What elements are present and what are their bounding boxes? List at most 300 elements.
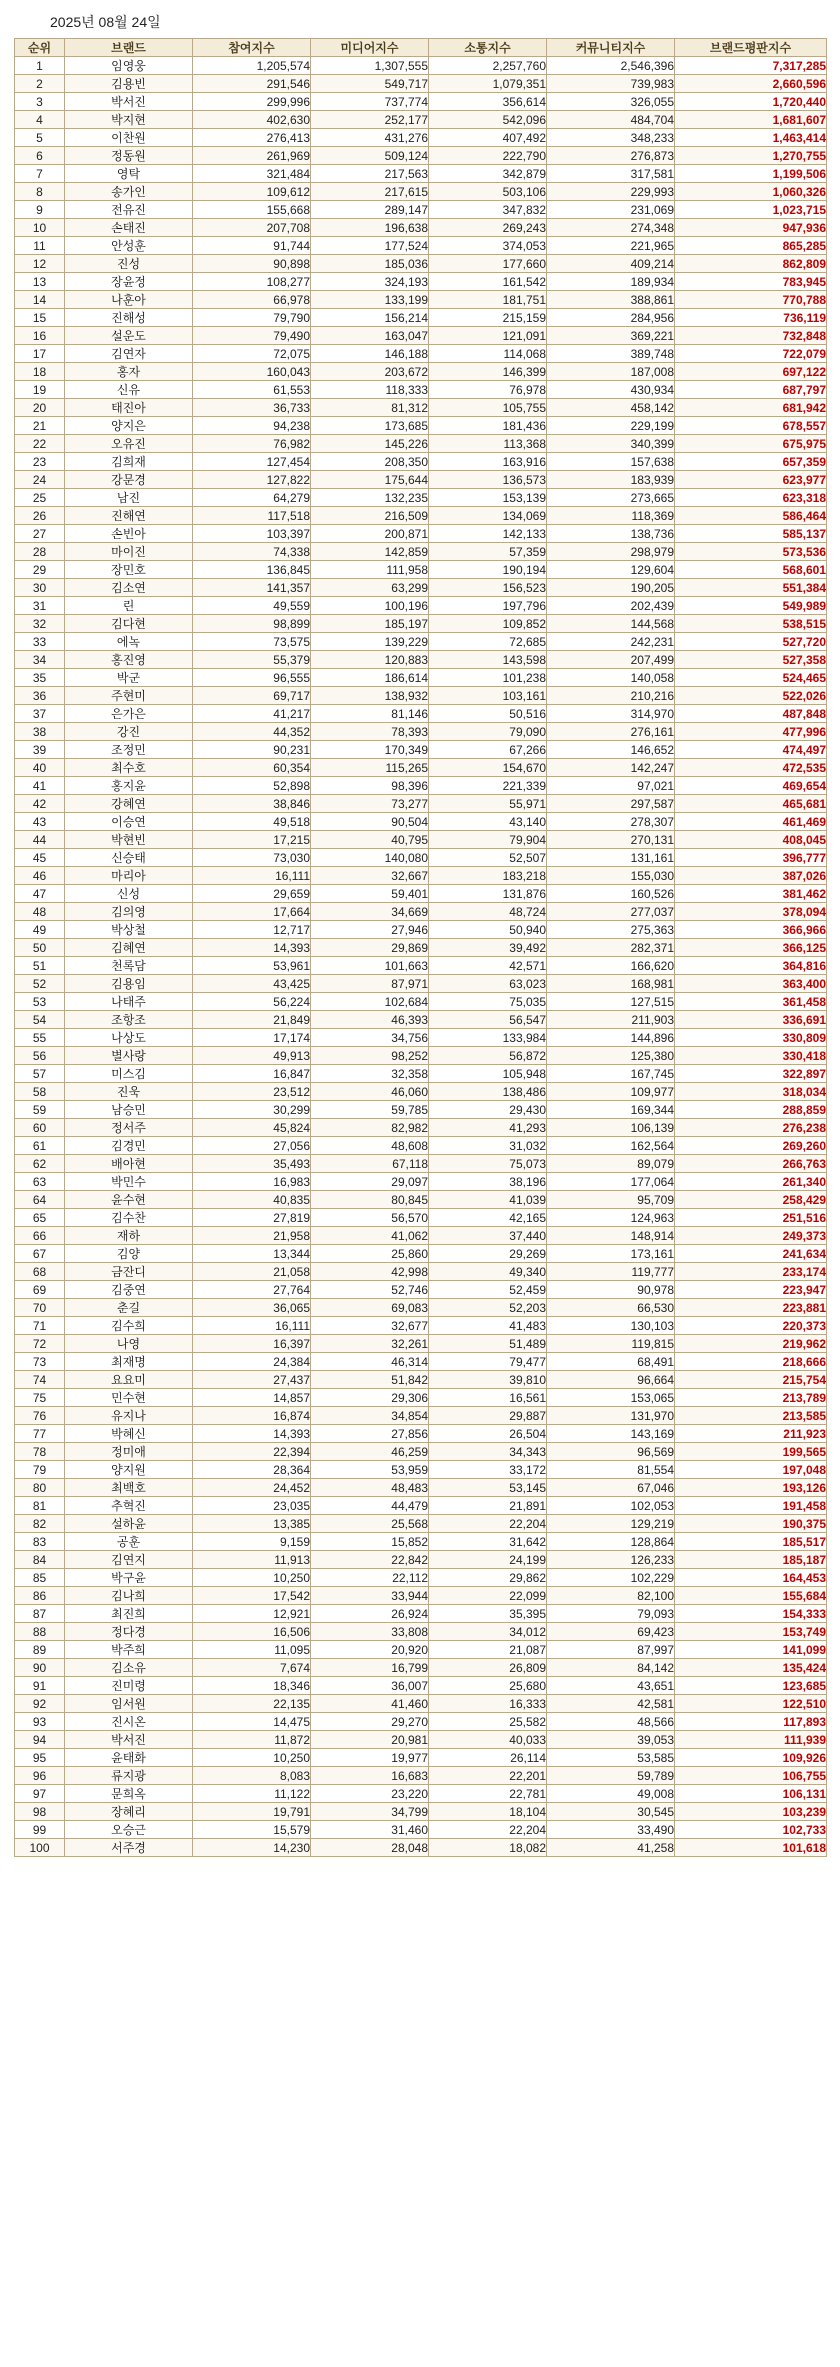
cell-communication: 190,194	[429, 561, 547, 579]
cell-rank: 63	[15, 1173, 65, 1191]
cell-participation: 10,250	[193, 1569, 311, 1587]
cell-communication: 26,809	[429, 1659, 547, 1677]
cell-community: 183,939	[547, 471, 675, 489]
cell-brand: 김경민	[65, 1137, 193, 1155]
cell-brand: 오승근	[65, 1821, 193, 1839]
cell-total: 215,754	[675, 1371, 827, 1389]
cell-rank: 96	[15, 1767, 65, 1785]
cell-communication: 33,172	[429, 1461, 547, 1479]
cell-participation: 16,983	[193, 1173, 311, 1191]
cell-communication: 25,582	[429, 1713, 547, 1731]
cell-brand: 손빈아	[65, 525, 193, 543]
cell-rank: 83	[15, 1533, 65, 1551]
cell-participation: 73,575	[193, 633, 311, 651]
brand-reputation-table	[14, 38, 827, 1857]
cell-brand: 박지현	[65, 111, 193, 129]
column-header-rank: 순위	[15, 39, 65, 57]
cell-community: 317,581	[547, 165, 675, 183]
cell-media: 53,959	[311, 1461, 429, 1479]
cell-rank: 6	[15, 147, 65, 165]
cell-community: 59,789	[547, 1767, 675, 1785]
cell-community: 160,526	[547, 885, 675, 903]
cell-community: 90,978	[547, 1281, 675, 1299]
cell-community: 231,069	[547, 201, 675, 219]
cell-rank: 86	[15, 1587, 65, 1605]
cell-community: 273,665	[547, 489, 675, 507]
cell-media: 41,460	[311, 1695, 429, 1713]
cell-media: 63,299	[311, 579, 429, 597]
cell-brand: 조항조	[65, 1011, 193, 1029]
cell-media: 203,672	[311, 363, 429, 381]
cell-participation: 27,819	[193, 1209, 311, 1227]
cell-rank: 5	[15, 129, 65, 147]
cell-total: 276,238	[675, 1119, 827, 1137]
table-row	[15, 975, 827, 993]
cell-total: 164,453	[675, 1569, 827, 1587]
cell-brand: 정미애	[65, 1443, 193, 1461]
cell-media: 186,614	[311, 669, 429, 687]
cell-community: 409,214	[547, 255, 675, 273]
cell-community: 229,199	[547, 417, 675, 435]
cell-communication: 50,940	[429, 921, 547, 939]
cell-communication: 146,399	[429, 363, 547, 381]
cell-rank: 74	[15, 1371, 65, 1389]
cell-communication: 29,269	[429, 1245, 547, 1263]
table-row	[15, 1227, 827, 1245]
cell-media: 59,401	[311, 885, 429, 903]
cell-community: 69,423	[547, 1623, 675, 1641]
table-row	[15, 1659, 827, 1677]
cell-participation: 108,277	[193, 273, 311, 291]
cell-rank: 18	[15, 363, 65, 381]
cell-communication: 41,293	[429, 1119, 547, 1137]
table-row	[15, 1191, 827, 1209]
cell-participation: 261,969	[193, 147, 311, 165]
cell-participation: 14,475	[193, 1713, 311, 1731]
cell-community: 89,079	[547, 1155, 675, 1173]
cell-communication: 542,096	[429, 111, 547, 129]
cell-communication: 163,916	[429, 453, 547, 471]
cell-participation: 73,030	[193, 849, 311, 867]
cell-participation: 43,425	[193, 975, 311, 993]
cell-total: 474,497	[675, 741, 827, 759]
cell-media: 138,932	[311, 687, 429, 705]
cell-rank: 26	[15, 507, 65, 525]
cell-participation: 16,397	[193, 1335, 311, 1353]
cell-participation: 117,518	[193, 507, 311, 525]
cell-community: 30,545	[547, 1803, 675, 1821]
cell-community: 128,864	[547, 1533, 675, 1551]
cell-total: 213,789	[675, 1389, 827, 1407]
cell-communication: 177,660	[429, 255, 547, 273]
cell-rank: 41	[15, 777, 65, 795]
table-row	[15, 489, 827, 507]
table-row	[15, 525, 827, 543]
cell-media: 120,883	[311, 651, 429, 669]
cell-brand: 김수희	[65, 1317, 193, 1335]
cell-rank: 1	[15, 57, 65, 75]
table-row	[15, 957, 827, 975]
cell-rank: 4	[15, 111, 65, 129]
cell-total: 220,373	[675, 1317, 827, 1335]
cell-community: 96,569	[547, 1443, 675, 1461]
cell-community: 138,736	[547, 525, 675, 543]
cell-media: 78,393	[311, 723, 429, 741]
cell-community: 274,348	[547, 219, 675, 237]
cell-media: 1,307,555	[311, 57, 429, 75]
cell-media: 36,007	[311, 1677, 429, 1695]
table-row	[15, 1605, 827, 1623]
cell-total: 288,859	[675, 1101, 827, 1119]
cell-participation: 90,231	[193, 741, 311, 759]
cell-community: 48,566	[547, 1713, 675, 1731]
cell-rank: 90	[15, 1659, 65, 1677]
cell-rank: 69	[15, 1281, 65, 1299]
table-row	[15, 795, 827, 813]
cell-communication: 142,133	[429, 525, 547, 543]
cell-participation: 13,385	[193, 1515, 311, 1533]
cell-total: 111,939	[675, 1731, 827, 1749]
cell-community: 131,970	[547, 1407, 675, 1425]
cell-communication: 51,489	[429, 1335, 547, 1353]
cell-media: 29,270	[311, 1713, 429, 1731]
cell-total: 865,285	[675, 237, 827, 255]
cell-brand: 김다현	[65, 615, 193, 633]
cell-rank: 72	[15, 1335, 65, 1353]
cell-total: 1,060,326	[675, 183, 827, 201]
cell-media: 81,146	[311, 705, 429, 723]
cell-brand: 정동원	[65, 147, 193, 165]
cell-total: 266,763	[675, 1155, 827, 1173]
cell-media: 32,358	[311, 1065, 429, 1083]
cell-rank: 70	[15, 1299, 65, 1317]
table-row	[15, 1623, 827, 1641]
cell-rank: 11	[15, 237, 65, 255]
table-row	[15, 867, 827, 885]
cell-participation: 24,384	[193, 1353, 311, 1371]
table-row	[15, 1155, 827, 1173]
cell-communication: 153,139	[429, 489, 547, 507]
cell-brand: 장혜리	[65, 1803, 193, 1821]
table-row	[15, 1029, 827, 1047]
cell-total: 732,848	[675, 327, 827, 345]
cell-media: 324,193	[311, 273, 429, 291]
cell-rank: 50	[15, 939, 65, 957]
cell-participation: 402,630	[193, 111, 311, 129]
cell-community: 389,748	[547, 345, 675, 363]
cell-total: 551,384	[675, 579, 827, 597]
cell-brand: 설운도	[65, 327, 193, 345]
cell-community: 66,530	[547, 1299, 675, 1317]
cell-communication: 215,159	[429, 309, 547, 327]
table-row	[15, 1317, 827, 1335]
cell-brand: 요요미	[65, 1371, 193, 1389]
cell-participation: 79,790	[193, 309, 311, 327]
table-row	[15, 1533, 827, 1551]
table-row	[15, 399, 827, 417]
cell-brand: 강문경	[65, 471, 193, 489]
cell-community: 87,997	[547, 1641, 675, 1659]
cell-total: 657,359	[675, 453, 827, 471]
cell-participation: 16,847	[193, 1065, 311, 1083]
table-row	[15, 453, 827, 471]
cell-media: 32,677	[311, 1317, 429, 1335]
cell-participation: 17,215	[193, 831, 311, 849]
cell-rank: 77	[15, 1425, 65, 1443]
table-row	[15, 1641, 827, 1659]
cell-media: 90,504	[311, 813, 429, 831]
cell-brand: 최수호	[65, 759, 193, 777]
cell-community: 297,587	[547, 795, 675, 813]
table-row	[15, 1389, 827, 1407]
cell-brand: 조정민	[65, 741, 193, 759]
cell-communication: 156,523	[429, 579, 547, 597]
cell-participation: 98,899	[193, 615, 311, 633]
cell-community: 124,963	[547, 1209, 675, 1227]
cell-total: 1,270,755	[675, 147, 827, 165]
cell-media: 32,261	[311, 1335, 429, 1353]
cell-community: 388,861	[547, 291, 675, 309]
cell-total: 7,317,285	[675, 57, 827, 75]
cell-media: 102,684	[311, 993, 429, 1011]
cell-total: 549,989	[675, 597, 827, 615]
cell-media: 140,080	[311, 849, 429, 867]
cell-community: 166,620	[547, 957, 675, 975]
cell-communication: 183,218	[429, 867, 547, 885]
cell-brand: 공훈	[65, 1533, 193, 1551]
cell-media: 20,920	[311, 1641, 429, 1659]
column-header-media: 미디어지수	[311, 39, 429, 57]
cell-brand: 진미령	[65, 1677, 193, 1695]
cell-community: 278,307	[547, 813, 675, 831]
cell-participation: 53,961	[193, 957, 311, 975]
cell-communication: 131,876	[429, 885, 547, 903]
cell-rank: 16	[15, 327, 65, 345]
cell-communication: 347,832	[429, 201, 547, 219]
cell-rank: 28	[15, 543, 65, 561]
cell-brand: 김연자	[65, 345, 193, 363]
cell-participation: 11,913	[193, 1551, 311, 1569]
table-row	[15, 147, 827, 165]
cell-brand: 양지은	[65, 417, 193, 435]
cell-participation: 17,174	[193, 1029, 311, 1047]
cell-media: 115,265	[311, 759, 429, 777]
cell-rank: 65	[15, 1209, 65, 1227]
cell-participation: 127,454	[193, 453, 311, 471]
cell-community: 43,651	[547, 1677, 675, 1695]
cell-total: 586,464	[675, 507, 827, 525]
cell-participation: 94,238	[193, 417, 311, 435]
cell-rank: 35	[15, 669, 65, 687]
table-row	[15, 1011, 827, 1029]
cell-participation: 17,664	[193, 903, 311, 921]
cell-rank: 13	[15, 273, 65, 291]
cell-total: 318,034	[675, 1083, 827, 1101]
cell-total: 522,026	[675, 687, 827, 705]
cell-community: 33,490	[547, 1821, 675, 1839]
cell-rank: 93	[15, 1713, 65, 1731]
cell-community: 168,981	[547, 975, 675, 993]
cell-total: 251,516	[675, 1209, 827, 1227]
table-row	[15, 363, 827, 381]
cell-brand: 김희재	[65, 453, 193, 471]
cell-community: 49,008	[547, 1785, 675, 1803]
cell-total: 154,333	[675, 1605, 827, 1623]
cell-communication: 133,984	[429, 1029, 547, 1047]
table-row	[15, 993, 827, 1011]
cell-participation: 24,452	[193, 1479, 311, 1497]
cell-media: 163,047	[311, 327, 429, 345]
cell-rank: 79	[15, 1461, 65, 1479]
cell-participation: 27,764	[193, 1281, 311, 1299]
cell-total: 241,634	[675, 1245, 827, 1263]
cell-total: 193,126	[675, 1479, 827, 1497]
cell-media: 196,638	[311, 219, 429, 237]
cell-media: 51,842	[311, 1371, 429, 1389]
cell-rank: 55	[15, 1029, 65, 1047]
cell-brand: 나훈아	[65, 291, 193, 309]
table-header-row	[15, 39, 827, 57]
cell-participation: 27,437	[193, 1371, 311, 1389]
cell-communication: 22,204	[429, 1515, 547, 1533]
cell-community: 2,546,396	[547, 57, 675, 75]
cell-total: 153,749	[675, 1623, 827, 1641]
table-row	[15, 417, 827, 435]
cell-community: 211,903	[547, 1011, 675, 1029]
cell-communication: 63,023	[429, 975, 547, 993]
cell-rank: 62	[15, 1155, 65, 1173]
cell-participation: 36,733	[193, 399, 311, 417]
cell-participation: 30,299	[193, 1101, 311, 1119]
cell-total: 218,666	[675, 1353, 827, 1371]
cell-total: 1,463,414	[675, 129, 827, 147]
cell-participation: 66,978	[193, 291, 311, 309]
cell-brand: 윤태화	[65, 1749, 193, 1767]
cell-brand: 김의영	[65, 903, 193, 921]
table-row	[15, 1047, 827, 1065]
cell-communication: 52,459	[429, 1281, 547, 1299]
table-row	[15, 435, 827, 453]
cell-media: 509,124	[311, 147, 429, 165]
cell-total: 469,654	[675, 777, 827, 795]
cell-brand: 박혜신	[65, 1425, 193, 1443]
cell-communication: 76,978	[429, 381, 547, 399]
cell-brand: 손태진	[65, 219, 193, 237]
cell-brand: 영탁	[65, 165, 193, 183]
cell-media: 27,946	[311, 921, 429, 939]
cell-community: 95,709	[547, 1191, 675, 1209]
cell-brand: 김용빈	[65, 75, 193, 93]
cell-participation: 28,364	[193, 1461, 311, 1479]
table-row	[15, 1137, 827, 1155]
cell-participation: 49,913	[193, 1047, 311, 1065]
cell-communication: 356,614	[429, 93, 547, 111]
cell-brand: 에녹	[65, 633, 193, 651]
cell-brand: 임영웅	[65, 57, 193, 75]
cell-media: 22,842	[311, 1551, 429, 1569]
cell-community: 369,221	[547, 327, 675, 345]
cell-community: 173,161	[547, 1245, 675, 1263]
cell-brand: 은가은	[65, 705, 193, 723]
cell-media: 22,112	[311, 1569, 429, 1587]
cell-brand: 이승연	[65, 813, 193, 831]
cell-community: 277,037	[547, 903, 675, 921]
cell-communication: 222,790	[429, 147, 547, 165]
cell-rank: 40	[15, 759, 65, 777]
cell-brand: 박민수	[65, 1173, 193, 1191]
table-row	[15, 1569, 827, 1587]
table-row	[15, 651, 827, 669]
table-row	[15, 1461, 827, 1479]
cell-community: 39,053	[547, 1731, 675, 1749]
cell-total: 678,557	[675, 417, 827, 435]
cell-participation: 23,512	[193, 1083, 311, 1101]
table-row	[15, 237, 827, 255]
cell-media: 170,349	[311, 741, 429, 759]
table-row	[15, 597, 827, 615]
table-row	[15, 1065, 827, 1083]
cell-community: 118,369	[547, 507, 675, 525]
table-body	[15, 57, 827, 1857]
cell-community: 79,093	[547, 1605, 675, 1623]
cell-community: 298,979	[547, 543, 675, 561]
cell-community: 229,993	[547, 183, 675, 201]
cell-communication: 50,516	[429, 705, 547, 723]
cell-participation: 76,982	[193, 435, 311, 453]
cell-community: 207,499	[547, 651, 675, 669]
cell-communication: 49,340	[429, 1263, 547, 1281]
cell-rank: 19	[15, 381, 65, 399]
cell-media: 80,845	[311, 1191, 429, 1209]
cell-total: 1,681,607	[675, 111, 827, 129]
cell-participation: 16,506	[193, 1623, 311, 1641]
cell-participation: 38,846	[193, 795, 311, 813]
cell-community: 282,371	[547, 939, 675, 957]
cell-community: 284,956	[547, 309, 675, 327]
cell-brand: 최백호	[65, 1479, 193, 1497]
cell-media: 101,663	[311, 957, 429, 975]
cell-brand: 배아현	[65, 1155, 193, 1173]
cell-participation: 49,559	[193, 597, 311, 615]
table-row	[15, 1443, 827, 1461]
cell-media: 20,981	[311, 1731, 429, 1749]
cell-community: 739,983	[547, 75, 675, 93]
cell-total: 1,199,506	[675, 165, 827, 183]
cell-media: 44,479	[311, 1497, 429, 1515]
cell-brand: 홍진영	[65, 651, 193, 669]
cell-participation: 72,075	[193, 345, 311, 363]
cell-community: 119,777	[547, 1263, 675, 1281]
cell-participation: 276,413	[193, 129, 311, 147]
cell-communication: 35,395	[429, 1605, 547, 1623]
cell-rank: 66	[15, 1227, 65, 1245]
cell-rank: 68	[15, 1263, 65, 1281]
cell-rank: 37	[15, 705, 65, 723]
cell-community: 202,439	[547, 597, 675, 615]
cell-communication: 42,165	[429, 1209, 547, 1227]
cell-rank: 12	[15, 255, 65, 273]
cell-media: 175,644	[311, 471, 429, 489]
cell-participation: 16,874	[193, 1407, 311, 1425]
cell-media: 133,199	[311, 291, 429, 309]
cell-rank: 36	[15, 687, 65, 705]
cell-rank: 67	[15, 1245, 65, 1263]
cell-media: 98,252	[311, 1047, 429, 1065]
cell-brand: 진욱	[65, 1083, 193, 1101]
cell-communication: 1,079,351	[429, 75, 547, 93]
cell-media: 31,460	[311, 1821, 429, 1839]
cell-rank: 60	[15, 1119, 65, 1137]
